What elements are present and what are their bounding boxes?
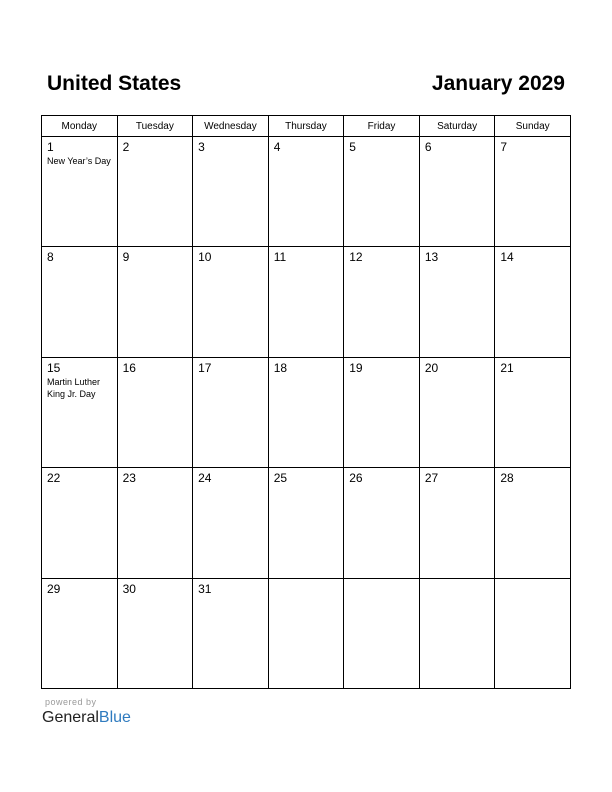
- weekday-header-row: [42, 116, 571, 137]
- day-cell: [193, 578, 269, 688]
- day-cell: [344, 357, 420, 467]
- day-number: 27: [424, 471, 439, 486]
- day-cell: [42, 247, 118, 357]
- day-number: 8: [47, 250, 54, 265]
- day-cell: [193, 247, 269, 357]
- day-number: 20: [424, 360, 439, 375]
- day-number: 31: [198, 581, 212, 596]
- day-cell: [117, 137, 193, 247]
- weekday-sunday: Sunday: [495, 116, 571, 137]
- empty-day-cell: [268, 578, 344, 688]
- holiday-label: Martin Luther King Jr. Day: [47, 376, 101, 399]
- day-cell: [268, 357, 344, 467]
- weekday-monday: Monday: [42, 116, 118, 137]
- day-cell: [117, 357, 193, 467]
- day-number: 14: [500, 250, 514, 265]
- day-cell: [268, 247, 344, 357]
- day-number: 4: [273, 140, 281, 154]
- calendar-grid: [41, 115, 571, 689]
- day-number: 17: [198, 360, 212, 375]
- empty-day-cell: [495, 578, 571, 688]
- day-number: 12: [349, 250, 363, 265]
- weekday-saturday: Saturday: [419, 116, 495, 137]
- day-cell: [495, 357, 571, 467]
- day-number: 29: [47, 581, 61, 596]
- day-number: 7: [500, 140, 508, 154]
- week-row: [42, 137, 571, 247]
- day-cell: [42, 468, 118, 578]
- calendar-weeks: [42, 137, 571, 689]
- week-row: [42, 578, 571, 688]
- day-cell: [344, 137, 420, 247]
- day-number: 25: [273, 471, 288, 486]
- week-row: [42, 247, 571, 357]
- day-number: 19: [349, 360, 363, 375]
- day-cell: [495, 468, 571, 578]
- day-cell: [193, 468, 269, 578]
- day-number: 18: [273, 360, 288, 375]
- day-cell: [344, 468, 420, 578]
- day-cell: [268, 137, 344, 247]
- holiday-label: New Year’s Day: [47, 156, 111, 166]
- day-cell: [268, 468, 344, 578]
- day-number: 28: [500, 471, 514, 486]
- day-number: 24: [198, 471, 212, 486]
- week-row: [42, 357, 571, 467]
- day-cell: [42, 578, 118, 688]
- empty-day-cell: [419, 578, 495, 688]
- day-number: 16: [122, 360, 136, 375]
- day-cell: [117, 247, 193, 357]
- weekday-tuesday: Tuesday: [117, 116, 193, 137]
- day-number: 1: [47, 140, 54, 154]
- day-cell: [193, 357, 269, 467]
- day-cell: [419, 137, 495, 247]
- day-number: 2: [122, 140, 130, 154]
- calendar-month-title: January 2029: [431, 72, 565, 95]
- day-number: 6: [424, 140, 432, 154]
- day-number: 9: [122, 250, 130, 265]
- day-number: 3: [198, 140, 205, 154]
- empty-day-cell: [344, 578, 420, 688]
- day-number: 13: [424, 250, 439, 265]
- day-cell: [344, 247, 420, 357]
- day-number: 10: [198, 250, 212, 265]
- weekday-wednesday: Wednesday: [193, 116, 269, 137]
- day-cell: [419, 357, 495, 467]
- day-cell: [117, 468, 193, 578]
- day-cell: [419, 247, 495, 357]
- logo-word-blue: Blue: [98, 709, 131, 726]
- weekday-thursday: Thursday: [268, 116, 344, 137]
- day-number: 22: [47, 471, 61, 486]
- day-cell: [117, 578, 193, 688]
- day-cell: [495, 247, 571, 357]
- logo-word-general: General: [42, 709, 99, 726]
- week-row: [42, 468, 571, 578]
- day-cell: [419, 468, 495, 578]
- day-number: 5: [349, 140, 356, 154]
- day-cell: [42, 357, 118, 467]
- day-number: 30: [122, 581, 136, 596]
- powered-by-label: powered by: [45, 697, 97, 707]
- day-cell: [42, 137, 118, 247]
- calendar-country-title: United States: [47, 72, 182, 95]
- day-number: 21: [500, 360, 514, 375]
- day-cell: [193, 137, 269, 247]
- generalblue-logo: [42, 708, 131, 728]
- day-cell: [495, 137, 571, 247]
- day-number: 15: [47, 360, 61, 375]
- day-number: 11: [273, 250, 287, 265]
- weekday-friday: Friday: [344, 116, 420, 137]
- day-number: 26: [349, 471, 363, 486]
- day-number: 23: [122, 471, 136, 486]
